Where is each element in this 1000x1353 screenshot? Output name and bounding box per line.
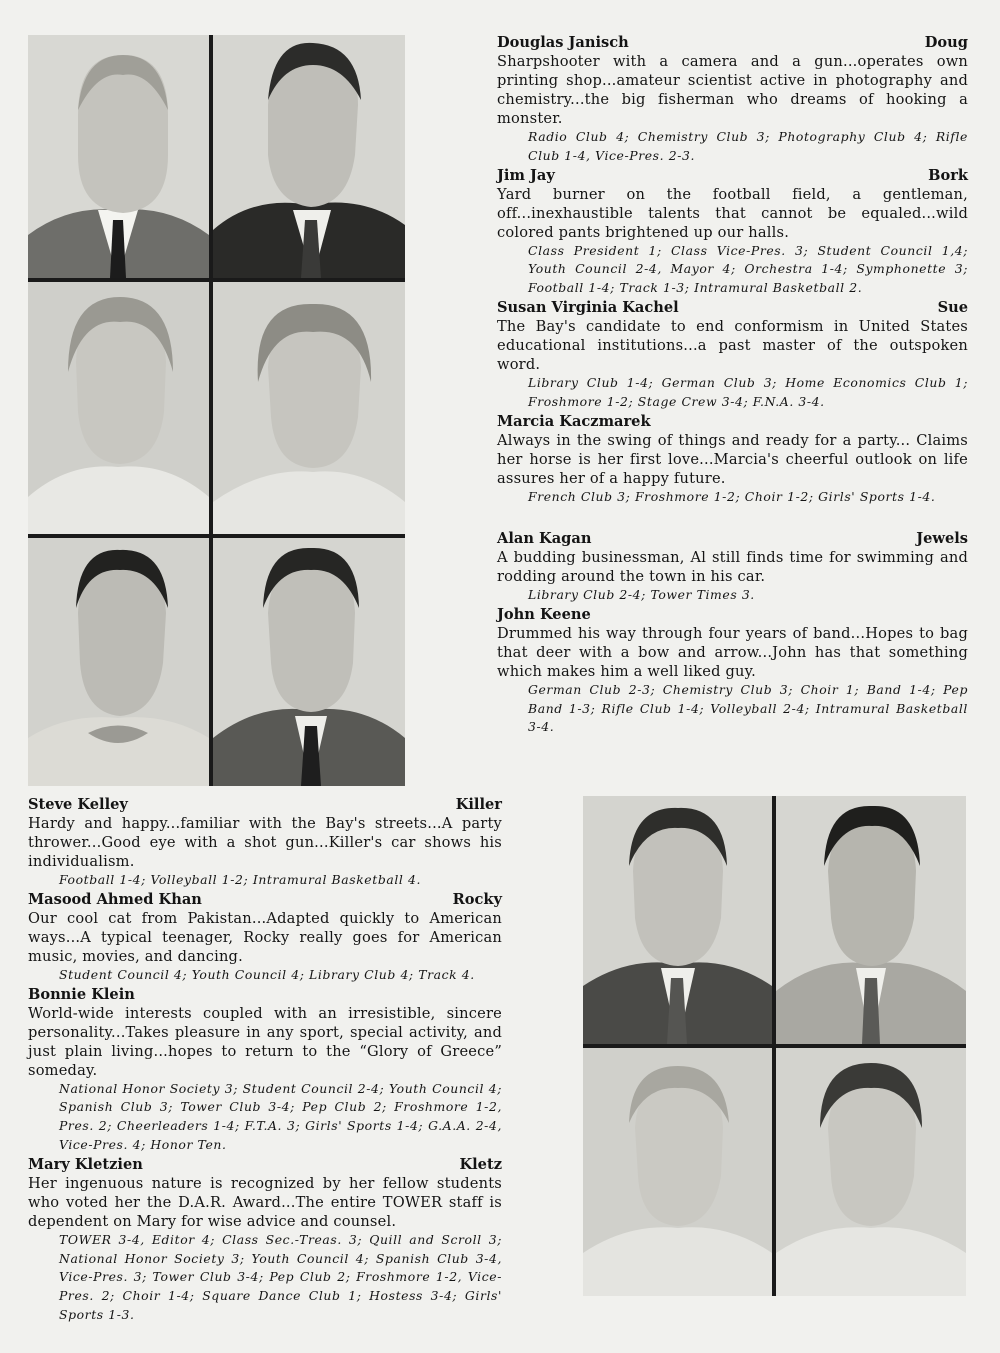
portrait-photo-mary-kletzien — [776, 1048, 966, 1296]
portrait-photo-douglas-janisch — [28, 35, 209, 278]
student-name: Masood Ahmed Khan — [28, 890, 202, 908]
student-name: Susan Virginia Kachel — [497, 298, 679, 316]
student-activities: Football 1-4; Volleyball 1-2; Intramural Basketball 4. — [59, 872, 422, 887]
student-description: A budding businessman, Al still finds time for swimming and rodding around the town in his car. — [497, 549, 968, 585]
student-nickname: Kletz — [459, 1155, 502, 1173]
bio-header — [497, 33, 968, 52]
bio-header — [28, 890, 502, 909]
student-activities: National Honor Society 3; Student Council 2-4; Youth Council 4; Spanish Club 3; Tower Club 3-4; Pep Club 2; Froshmore 1-2, Pres. 2; Cheerleaders 1-4; F.T.A. 3; Girls' Sports 1-4; G.A.A. 2-4, Vice-Pres. 4; Honor Ten. — [59, 1080, 502, 1152]
bio-header — [28, 985, 502, 1004]
student-nickname: Sue — [937, 298, 968, 316]
student-activities: Library Club 2-4; Tower Times 3. — [528, 587, 755, 602]
bio-header — [497, 166, 968, 185]
portrait-photo-susan-kachel — [28, 282, 209, 534]
bio-entry — [497, 412, 968, 507]
bio-entry — [28, 985, 502, 1155]
student-name: Alan Kagan — [497, 530, 592, 547]
portrait-photo-bonnie-klein — [583, 1048, 772, 1296]
student-name: John Keene — [497, 605, 591, 623]
bio-entry — [28, 795, 502, 890]
portrait-photo-marcia-kaczmarek — [213, 282, 405, 534]
portrait-photo-john-keene — [213, 538, 405, 786]
student-nickname: Jewels — [916, 530, 968, 547]
student-name: Steve Kelley — [28, 796, 128, 813]
student-activities: Class President 1; Class Vice-Pres. 3; Student Council 1,4; Youth Council 2-4, Mayor 4; Orchestra 1-4; Symphonette 3; Football 1-4; Track 1-3; Intramural Basketball 2. — [528, 242, 968, 296]
bio-entry — [497, 33, 968, 166]
bio-header — [497, 412, 968, 431]
student-name: Marcia Kaczmarek — [497, 412, 651, 430]
student-description: World-wide interests coupled with an irresistible, sincere personality...Takes pleasure in any sport, special activity, and just plain living...hopes to return to the “Glory of Greece” someday. — [28, 1004, 502, 1079]
student-description: Hardy and happy...familiar with the Bay's streets...A party thrower...Good eye with a shot gun...Killer's car shows his individualism. — [28, 815, 502, 870]
bio-entry — [28, 1155, 502, 1325]
student-activities: German Club 2-3; Chemistry Club 3; Choir 1; Band 1-4; Pep Band 1-3; Rifle Club 1-4; Volleyball 2-4; Intramural Basketball 3-4. — [528, 681, 968, 735]
bio-column-top-right — [497, 33, 968, 506]
portrait-photo-steve-kelley — [583, 796, 772, 1044]
bio-header — [497, 529, 968, 548]
student-name: Douglas Janisch — [497, 34, 629, 51]
student-nickname: Rocky — [452, 890, 502, 908]
student-nickname: Bork — [928, 166, 968, 184]
bio-entry — [497, 298, 968, 412]
student-description: Our cool cat from Pakistan...Adapted quickly to American ways...A typical teenager, Rocky really goes for American music, movies, and dancing. — [28, 909, 502, 965]
photo-grid-top-left — [28, 35, 405, 786]
portrait-photo-jim-jay — [213, 35, 405, 278]
student-description: Sharpshooter with a camera and a gun...operates own printing shop...amateur scientist active in photography and chemistry...the big fisherman who dreams of hooking a monster. — [497, 53, 968, 127]
bio-header — [28, 795, 502, 814]
bio-entry — [497, 605, 968, 737]
student-activities: Radio Club 4; Chemistry Club 3; Photography Club 4; Rifle Club 1-4, Vice-Pres. 2-3. — [528, 129, 968, 163]
student-description: Her ingenuous nature is recognized by her fellow students who voted her the D.A.R. Award...The entire TOWER staff is dependent on Mary for wise advice and counsel. — [28, 1174, 502, 1230]
student-name: Jim Jay — [497, 166, 555, 184]
student-activities: Student Council 4; Youth Council 4; Library Club 4; Track 4. — [59, 966, 475, 982]
bio-header — [497, 298, 968, 317]
student-nickname: Doug — [924, 34, 968, 51]
bio-header — [28, 1155, 502, 1174]
student-nickname: Killer — [455, 796, 502, 813]
bio-entry — [497, 166, 968, 298]
bio-header — [497, 605, 968, 624]
portrait-photo-alan-kagan — [28, 538, 209, 786]
student-description: The Bay's candidate to end conformism in United States educational institutions...a past master of the outspoken word. — [497, 317, 968, 373]
student-name: Bonnie Klein — [28, 985, 135, 1003]
bio-entry — [28, 890, 502, 985]
student-activities: TOWER 3-4, Editor 4; Class Sec.-Treas. 3; Quill and Scroll 3; National Honor Society 3; Youth Council 4; Spanish Club 3-4, Vice-Pres. 3; Tower Club 3-4; Pep Club 2; Froshmore 1-2, Vice-Pres. 2; Choir 1-4; Square Dance Club 1; Hostess 3-4; Girls' Sports 1-3. — [59, 1231, 502, 1322]
bio-column-bottom-left — [28, 795, 502, 1325]
student-description: Always in the swing of things and ready for a party... Claims her horse is her first love...Marcia's cheerful outlook on life assures her of a happy future. — [497, 431, 968, 487]
student-activities: Library Club 1-4; German Club 3; Home Economics Club 1; Froshmore 1-2; Stage Crew 3-4; F.N.A. 3-4. — [528, 374, 968, 409]
student-name: Mary Kletzien — [28, 1155, 143, 1173]
bio-column-middle-right — [497, 529, 968, 737]
photo-grid-bottom-right — [583, 796, 966, 1296]
student-description: Drummed his way through four years of band...Hopes to bag that deer with a bow and arrow...John has that something which makes him a well liked guy. — [497, 624, 968, 680]
bio-entry — [497, 529, 968, 605]
student-activities: French Club 3; Froshmore 1-2; Choir 1-2; Girls' Sports 1-4. — [528, 488, 936, 504]
student-description: Yard burner on the football field, a gentleman, off...inexhaustible talents that cannot be equaled...wild colored pants brightened up our halls. — [497, 185, 968, 241]
portrait-photo-masood-khan — [776, 796, 966, 1044]
